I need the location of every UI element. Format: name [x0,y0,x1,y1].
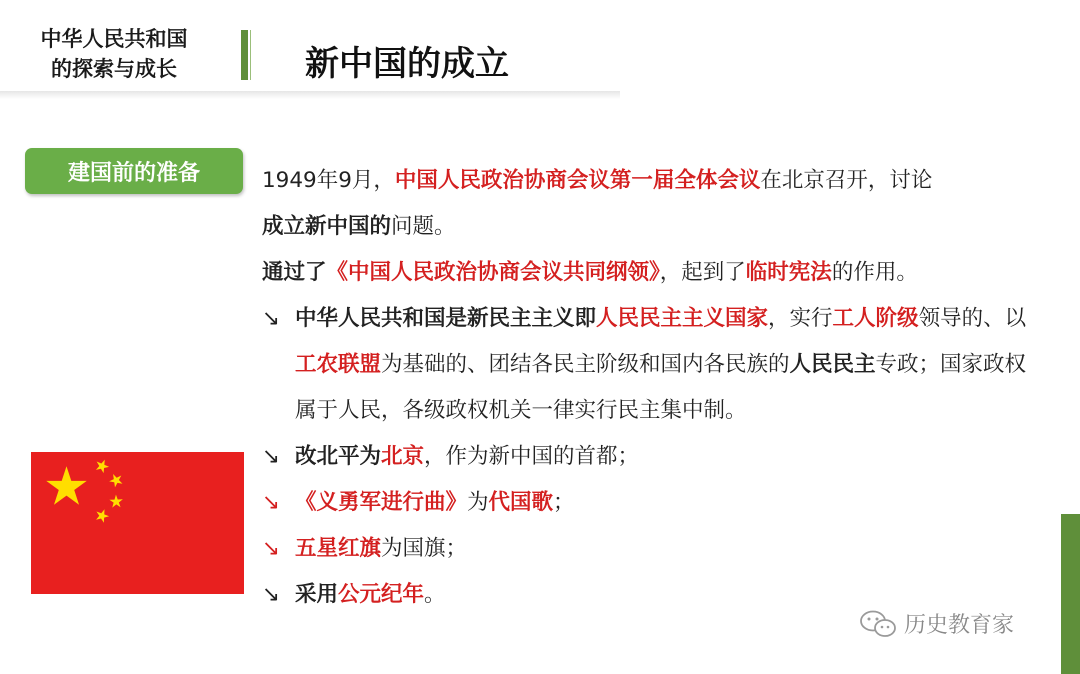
watermark-text: 历史教育家 [904,613,1015,638]
bullet-anthem [262,480,1052,526]
text-effect: 的作用。 [831,260,918,285]
text-location: 在北京召开，讨论 [760,168,933,193]
bullet-arrow-icon: ↘ [262,582,281,607]
bullet-state-nature [262,296,1052,434]
text-as: 为 [467,490,489,515]
highlight-peoples-democracy-state: 人民民主主义国家 [596,306,769,331]
page-title: 新中国的成立 [305,44,509,84]
highlight-common-program: 《中国人民政治协商会议共同纲领》 [326,260,660,285]
china-flag-icon [31,452,244,594]
content-body [262,158,1052,618]
right-accent-bar [1061,514,1080,674]
header-shadow [0,91,620,99]
bullet-capital [262,434,1052,480]
text-issue: 问题。 [391,214,456,239]
section-label: 建国前的准备 [25,148,243,194]
text-semicolon: ； [553,490,575,515]
bullet-arrow-icon: ↘ [262,444,281,469]
paragraph-topic [262,204,1052,250]
course-title-line1: 中华人民共和国 [40,27,188,51]
text-adopt: 采用 [295,582,339,607]
bullet-text [295,480,575,526]
china-flag-image [31,452,244,594]
text-capital: ，作为新中国的首都； [424,444,640,469]
header-divider-line [250,30,251,80]
text-date: 1949年9月， [262,168,395,193]
bullet-text [295,296,1035,434]
text-period: 。 [424,582,446,607]
header-divider-bar [241,30,248,80]
text-national-flag: 为国旗； [381,536,468,561]
text-implement: ，实行 [768,306,833,331]
highlight-beijing: 北京 [381,444,425,469]
bold-new-china: 成立新中国的 [262,214,392,239]
text-dictatorship: 专政；国家政权属于人民，各级政权机关一律实行民主集中制。 [295,352,1027,423]
text-rename-beiping: 改北平为 [295,444,382,469]
bullet-flag [262,526,1052,572]
text-basis: 为基础的、团结各民主阶级和国内各民族的 [381,352,790,377]
highlight-cppcc-session: 中国人民政治协商会议第一届全体会议 [394,168,761,193]
highlight-march-of-volunteers: 《义勇军进行曲》 [295,490,468,515]
highlight-five-star-red-flag: 五星红旗 [295,536,382,561]
bullet-arrow-icon: ↘ [262,536,281,561]
text-passed: 通过了 [262,260,327,285]
highlight-acting-anthem: 代国歌 [488,490,554,515]
paragraph-meeting [262,158,1052,204]
highlight-worker-peasant-alliance: 工农联盟 [295,352,382,377]
watermark [858,608,1014,639]
course-title-line2: 的探索与成长 [51,57,177,81]
highlight-provisional-constitution: 临时宪法 [745,260,832,285]
text-led: 领导的、以 [918,306,1027,331]
text-role: ，起到了 [659,260,746,285]
bullet-text [295,526,467,572]
bullet-text [295,434,639,480]
paragraph-program [262,250,1052,296]
course-title [14,24,214,84]
highlight-working-class: 工人阶级 [832,306,919,331]
bullet-arrow-icon: ↘ [262,306,281,331]
wechat-icon [858,609,898,639]
highlight-gregorian-calendar: 公元纪年 [338,582,425,607]
bullet-text [295,572,446,618]
text-prc-is: 中华人民共和国是新民主主义即 [295,306,597,331]
bullet-arrow-icon: ↘ [262,490,281,515]
bold-peoples-democracy: 人民民主 [789,352,876,377]
